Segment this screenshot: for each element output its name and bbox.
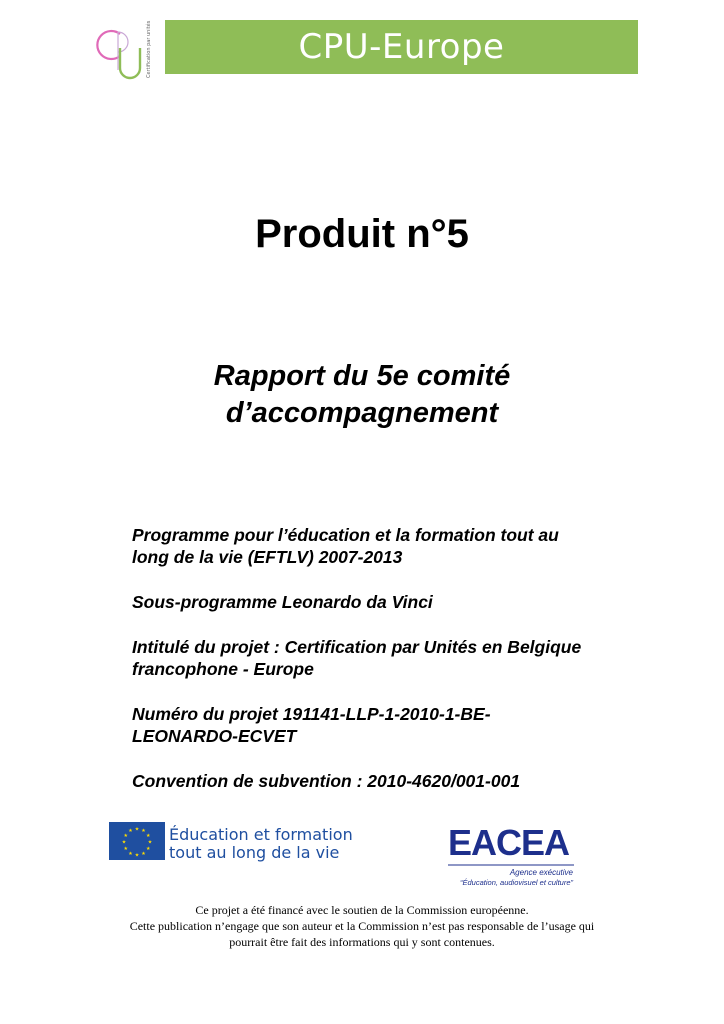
programme-paragraph <box>132 524 652 568</box>
eu-label-line-1: Éducation et formation <box>169 825 353 844</box>
svg-text:★: ★ <box>128 828 133 835</box>
svg-text:★: ★ <box>121 839 127 846</box>
project-details <box>132 524 652 815</box>
numero-line-1: Numéro du projet 191141-LLP-1-2010-1-BE- <box>132 704 491 724</box>
numero-line-2: LEONARDO-ECVET <box>132 726 297 746</box>
cpu-logo <box>90 10 170 90</box>
eu-programme-label <box>169 826 353 862</box>
svg-text:★: ★ <box>147 839 153 846</box>
footer-line-1: Ce projet a été financé avec le soutien de la Commission européenne. <box>195 903 529 917</box>
banner-title: CPU-Europe <box>298 27 505 67</box>
subtitle-line-1: Rapport du 5e comité <box>213 360 511 392</box>
convention: Convention de subvention : 2010-4620/001-001 <box>132 771 521 791</box>
svg-text:★: ★ <box>123 846 128 852</box>
svg-text:★: ★ <box>141 850 146 857</box>
svg-text:★: ★ <box>141 828 146 835</box>
document-subtitle <box>0 358 724 432</box>
eacea-subtitle-2: “Éducation, audiovisuel et culture” <box>460 878 573 887</box>
intitule-line-1: Intitulé du projet : Certification par Unités en Belgique <box>132 637 582 657</box>
eacea-logo <box>446 815 586 890</box>
svg-text:★: ★ <box>146 846 151 852</box>
eacea-wordmark: EACEA <box>448 822 570 863</box>
intitule-line-2: francophone - Europe <box>132 659 314 679</box>
logo-vertical-text: Certification par unités <box>146 20 152 78</box>
svg-text:★: ★ <box>146 833 151 839</box>
subtitle-line-2: d’accompagnement <box>225 397 499 429</box>
footer-line-2: Cette publication n’engage que son auteur et la Commission n’est pas responsable de l’usage qui <box>129 919 595 933</box>
eu-label-line-2: tout au long de la vie <box>169 843 340 862</box>
document-title: Produit n°5 <box>255 212 469 256</box>
svg-text:★: ★ <box>134 852 140 859</box>
programme-line-1: Programme pour l’éducation et la formation tout au <box>132 525 559 545</box>
eacea-subtitle-1: Agence exécutive <box>509 868 573 877</box>
funding-disclaimer <box>0 902 724 950</box>
header-banner <box>165 20 638 74</box>
eu-flag-icon <box>109 822 165 860</box>
footer-line-3: pourrait être fait des informations qui y sont contenues. <box>229 935 495 949</box>
numero-paragraph <box>132 703 652 747</box>
svg-text:★: ★ <box>134 826 140 833</box>
programme-line-2: long de la vie (EFTLV) 2007-2013 <box>132 547 403 567</box>
sous-programme: Sous-programme Leonardo da Vinci <box>132 592 433 612</box>
svg-text:★: ★ <box>123 833 128 839</box>
svg-text:★: ★ <box>128 850 133 857</box>
intitule-paragraph <box>132 636 652 680</box>
